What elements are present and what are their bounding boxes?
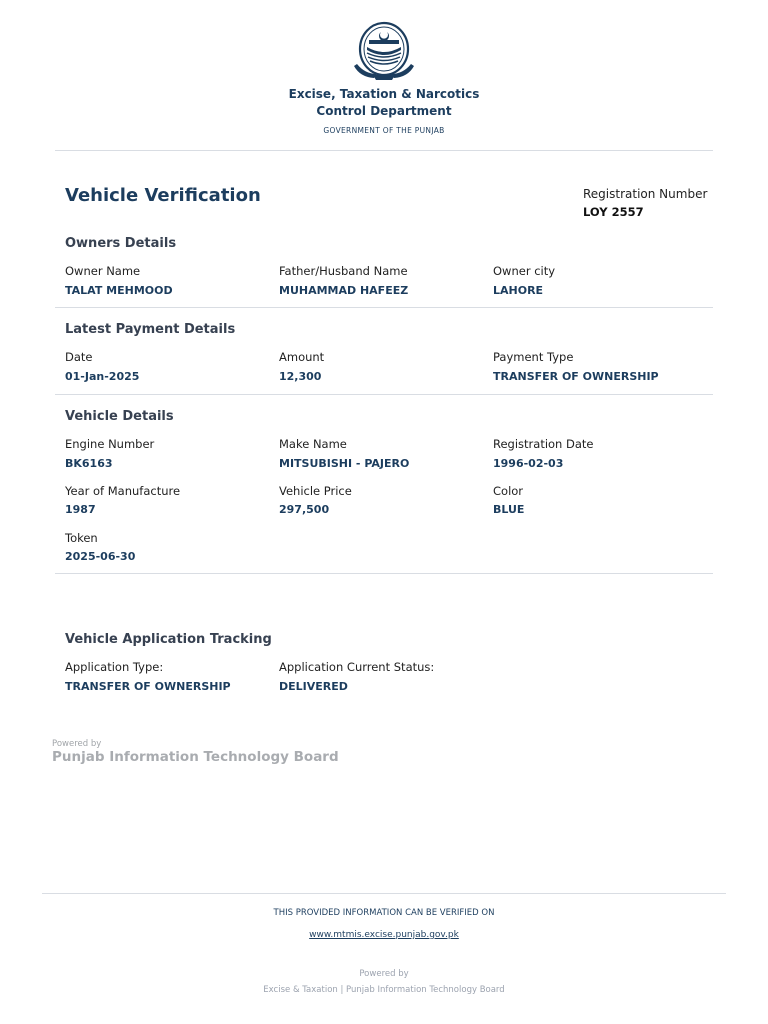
application-status-value: DELIVERED bbox=[279, 680, 348, 693]
application-status-label: Application Current Status: bbox=[279, 660, 435, 674]
payment-amount-value: 12,300 bbox=[279, 370, 322, 383]
payment-date-value: 01-Jan-2025 bbox=[65, 370, 140, 383]
registration-number-value: LOY 2557 bbox=[583, 205, 644, 219]
vehicle-details-heading: Vehicle Details bbox=[65, 409, 174, 424]
application-type-value: TRANSFER OF OWNERSHIP bbox=[65, 680, 231, 693]
section-divider bbox=[55, 307, 713, 308]
application-type-label: Application Type: bbox=[65, 660, 164, 674]
section-divider bbox=[55, 394, 713, 395]
owner-name-label: Owner Name bbox=[65, 264, 141, 278]
make-name-value: MITSUBISHI - PAJERO bbox=[279, 457, 410, 470]
verification-note: THIS PROVIDED INFORMATION CAN BE VERIFIED ON bbox=[273, 908, 495, 918]
page-title: Vehicle Verification bbox=[65, 185, 261, 206]
footer-divider bbox=[42, 893, 726, 894]
footer-powered-by: Powered by bbox=[359, 969, 409, 979]
year-of-manufacture-label: Year of Manufacture bbox=[65, 484, 181, 498]
owners-details-heading: Owners Details bbox=[65, 236, 177, 251]
payment-details-heading: Latest Payment Details bbox=[65, 322, 236, 337]
department-name-line1: Excise, Taxation & Narcotics bbox=[288, 87, 480, 101]
vehicle-price-value: 297,500 bbox=[279, 503, 330, 516]
token-value: 2025-06-30 bbox=[65, 550, 136, 563]
payment-date-label: Date bbox=[65, 350, 93, 364]
footer-organization: Excise & Taxation | Punjab Information Technology Board bbox=[263, 985, 505, 995]
department-name-line2: Control Department bbox=[316, 104, 452, 118]
engine-number-label: Engine Number bbox=[65, 437, 155, 451]
punjab-emblem-icon bbox=[351, 20, 417, 82]
payment-type-value: TRANSFER OF OWNERSHIP bbox=[493, 370, 659, 383]
owner-city-value: LAHORE bbox=[493, 284, 544, 297]
father-name-label: Father/Husband Name bbox=[279, 264, 408, 278]
section-divider bbox=[55, 573, 713, 574]
year-of-manufacture-value: 1987 bbox=[65, 503, 96, 516]
engine-number-value: BK6163 bbox=[65, 457, 113, 470]
make-name-label: Make Name bbox=[279, 437, 347, 451]
color-value: BLUE bbox=[493, 503, 525, 516]
document-header bbox=[0, 20, 768, 135]
registration-date-value: 1996-02-03 bbox=[493, 457, 564, 470]
owner-name-value: TALAT MEHMOOD bbox=[65, 284, 173, 297]
registration-date-label: Registration Date bbox=[493, 437, 594, 451]
father-name-value: MUHAMMAD HAFEEZ bbox=[279, 284, 409, 297]
powered-by-label: Powered by bbox=[52, 739, 102, 749]
verification-link-container bbox=[0, 922, 768, 941]
color-label: Color bbox=[493, 484, 524, 498]
payment-amount-label: Amount bbox=[279, 350, 325, 364]
verification-link[interactable]: www.mtmis.excise.punjab.gov.pk bbox=[309, 930, 459, 940]
government-label: GOVERNMENT OF THE PUNJAB bbox=[323, 126, 445, 135]
owner-city-label: Owner city bbox=[493, 264, 556, 278]
application-tracking-heading: Vehicle Application Tracking bbox=[65, 632, 272, 647]
payment-type-label: Payment Type bbox=[493, 350, 574, 364]
token-label: Token bbox=[65, 531, 98, 545]
registration-number-label: Registration Number bbox=[583, 187, 708, 201]
vehicle-price-label: Vehicle Price bbox=[279, 484, 352, 498]
header-divider bbox=[55, 150, 713, 151]
powered-by-organization: Punjab Information Technology Board bbox=[52, 749, 339, 765]
